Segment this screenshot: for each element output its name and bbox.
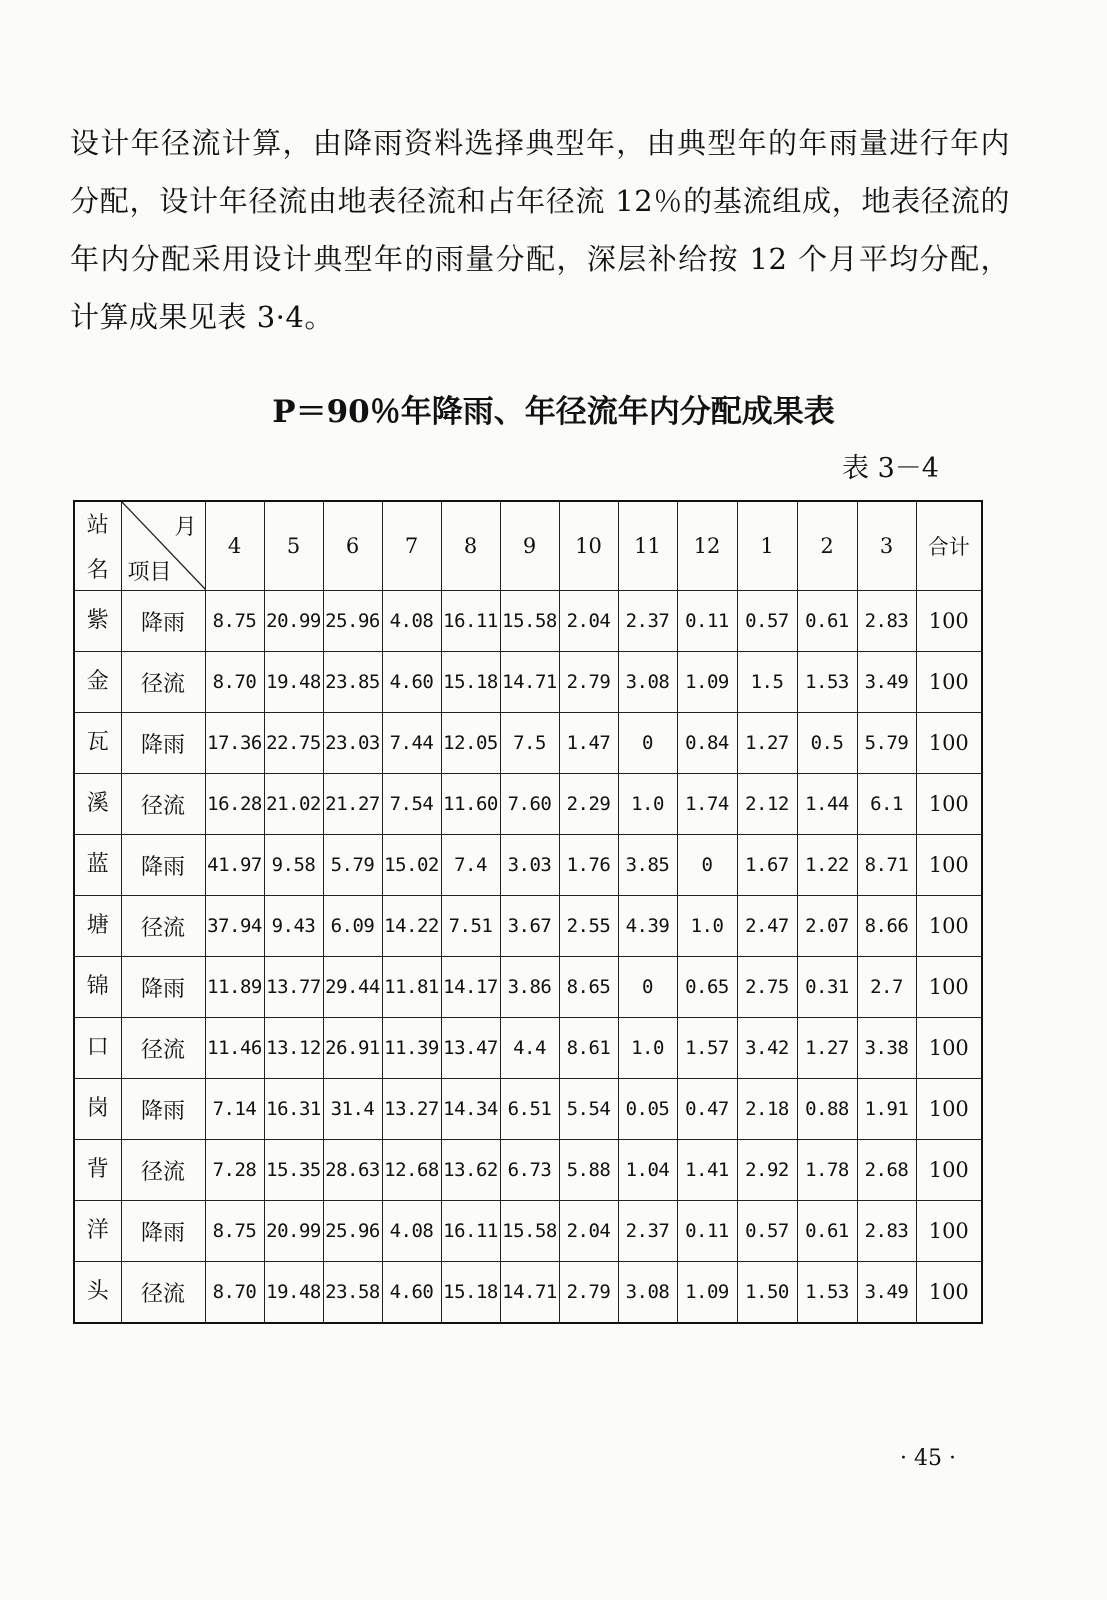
value-cell: 0 <box>618 957 677 1018</box>
total-cell: 100 <box>916 1079 982 1140</box>
month-header: 6 <box>323 501 382 591</box>
value-cell: 2.79 <box>559 1262 618 1324</box>
value-cell: 8.65 <box>559 957 618 1018</box>
value-cell: 13.62 <box>441 1140 500 1201</box>
month-header: 8 <box>441 501 500 591</box>
value-cell: 1.22 <box>797 835 857 896</box>
value-cell: 15.35 <box>264 1140 323 1201</box>
value-cell: 8.70 <box>205 1262 264 1324</box>
table-row <box>74 1140 982 1201</box>
value-cell: 2.07 <box>797 896 857 957</box>
value-cell: 13.27 <box>382 1079 441 1140</box>
value-cell: 20.99 <box>264 1201 323 1262</box>
value-cell: 3.85 <box>618 835 677 896</box>
value-cell: 4.08 <box>382 1201 441 1262</box>
value-cell: 16.11 <box>441 591 500 652</box>
value-cell: 13.12 <box>264 1018 323 1079</box>
value-cell: 2.37 <box>618 1201 677 1262</box>
value-cell: 7.60 <box>500 774 559 835</box>
value-cell: 3.03 <box>500 835 559 896</box>
value-cell: 7.4 <box>441 835 500 896</box>
value-cell: 2.92 <box>737 1140 797 1201</box>
value-cell: 3.42 <box>737 1018 797 1079</box>
value-cell: 1.27 <box>797 1018 857 1079</box>
item-cell: 径流 <box>121 896 205 957</box>
item-cell: 降雨 <box>121 1201 205 1262</box>
value-cell: 1.91 <box>857 1079 916 1140</box>
station-name-cell: 洋 <box>74 1201 121 1262</box>
value-cell: 2.55 <box>559 896 618 957</box>
value-cell: 0.5 <box>797 713 857 774</box>
value-cell: 1.0 <box>618 774 677 835</box>
value-cell: 20.99 <box>264 591 323 652</box>
item-cell: 径流 <box>121 1262 205 1324</box>
value-cell: 2.04 <box>559 1201 618 1262</box>
station-name-cell: 岗 <box>74 1079 121 1140</box>
station-header-bottom: 名 <box>86 558 109 583</box>
total-cell: 100 <box>916 1201 982 1262</box>
month-header: 2 <box>797 501 857 591</box>
total-cell: 100 <box>916 591 982 652</box>
value-cell: 6.09 <box>323 896 382 957</box>
station-header-top: 站 <box>86 513 109 538</box>
value-cell: 0.88 <box>797 1079 857 1140</box>
value-cell: 2.29 <box>559 774 618 835</box>
value-cell: 21.02 <box>264 774 323 835</box>
value-cell: 0 <box>677 835 737 896</box>
value-cell: 3.38 <box>857 1018 916 1079</box>
value-cell: 8.66 <box>857 896 916 957</box>
table-title: P＝90％年降雨、年径流年内分配成果表 <box>272 394 835 430</box>
corner-item-label: 项目 <box>127 560 172 585</box>
total-cell: 100 <box>916 774 982 835</box>
total-cell: 100 <box>916 957 982 1018</box>
station-name-cell: 蓝 <box>74 835 121 896</box>
total-cell: 100 <box>916 1262 982 1324</box>
value-cell: 1.78 <box>797 1140 857 1201</box>
value-cell: 1.5 <box>737 652 797 713</box>
total-cell: 100 <box>916 835 982 896</box>
value-cell: 14.71 <box>500 1262 559 1324</box>
value-cell: 4.60 <box>382 1262 441 1324</box>
value-cell: 1.04 <box>618 1140 677 1201</box>
value-cell: 0.61 <box>797 591 857 652</box>
value-cell: 5.79 <box>857 713 916 774</box>
total-cell: 100 <box>916 713 982 774</box>
value-cell: 2.04 <box>559 591 618 652</box>
value-cell: 2.7 <box>857 957 916 1018</box>
month-header: 12 <box>677 501 737 591</box>
value-cell: 9.43 <box>264 896 323 957</box>
value-cell: 4.4 <box>500 1018 559 1079</box>
value-cell: 7.5 <box>500 713 559 774</box>
value-cell: 0.31 <box>797 957 857 1018</box>
value-cell: 19.48 <box>264 1262 323 1324</box>
total-header: 合计 <box>916 501 982 591</box>
value-cell: 3.08 <box>618 652 677 713</box>
value-cell: 7.54 <box>382 774 441 835</box>
value-cell: 15.18 <box>441 1262 500 1324</box>
value-cell: 13.47 <box>441 1018 500 1079</box>
value-cell: 29.44 <box>323 957 382 1018</box>
value-cell: 8.70 <box>205 652 264 713</box>
value-cell: 28.63 <box>323 1140 382 1201</box>
month-header: 11 <box>618 501 677 591</box>
table-number: 表 3－4 <box>842 453 939 484</box>
item-cell: 降雨 <box>121 835 205 896</box>
value-cell: 1.76 <box>559 835 618 896</box>
value-cell: 11.89 <box>205 957 264 1018</box>
value-cell: 6.73 <box>500 1140 559 1201</box>
table-row <box>74 591 982 652</box>
value-cell: 0.05 <box>618 1079 677 1140</box>
table-row <box>74 1262 982 1324</box>
value-cell: 1.44 <box>797 774 857 835</box>
value-cell: 11.81 <box>382 957 441 1018</box>
value-cell: 16.31 <box>264 1079 323 1140</box>
value-cell: 3.49 <box>857 652 916 713</box>
item-cell: 径流 <box>121 652 205 713</box>
value-cell: 5.79 <box>323 835 382 896</box>
value-cell: 15.58 <box>500 1201 559 1262</box>
item-cell: 降雨 <box>121 957 205 1018</box>
value-cell: 11.60 <box>441 774 500 835</box>
table-row <box>74 774 982 835</box>
value-cell: 25.96 <box>323 1201 382 1262</box>
value-cell: 23.58 <box>323 1262 382 1324</box>
value-cell: 2.12 <box>737 774 797 835</box>
value-cell: 2.37 <box>618 591 677 652</box>
value-cell: 6.51 <box>500 1079 559 1140</box>
station-name-cell: 背 <box>74 1140 121 1201</box>
value-cell: 0.11 <box>677 1201 737 1262</box>
value-cell: 15.58 <box>500 591 559 652</box>
total-cell: 100 <box>916 652 982 713</box>
station-name-cell: 头 <box>74 1262 121 1324</box>
value-cell: 4.08 <box>382 591 441 652</box>
month-header: 7 <box>382 501 441 591</box>
value-cell: 3.08 <box>618 1262 677 1324</box>
month-header: 9 <box>500 501 559 591</box>
distribution-table <box>73 500 983 1324</box>
item-cell: 径流 <box>121 1140 205 1201</box>
table-row <box>74 1201 982 1262</box>
value-cell: 2.68 <box>857 1140 916 1201</box>
month-header: 4 <box>205 501 264 591</box>
value-cell: 0.57 <box>737 1201 797 1262</box>
body-paragraph: 设计年径流计算，由降雨资料选择典型年，由典型年的年雨量进行年内分配，设计年径流由地表径流和占年径流 12％的基流组成，地表径流的年内分配采用设计典型年的雨量分配，深层补给按 12 个月平均分配，计算成果见表 3·4。 <box>70 126 1010 334</box>
value-cell: 16.11 <box>441 1201 500 1262</box>
item-cell: 径流 <box>121 1018 205 1079</box>
value-cell: 1.74 <box>677 774 737 835</box>
value-cell: 6.1 <box>857 774 916 835</box>
value-cell: 14.22 <box>382 896 441 957</box>
value-cell: 0.11 <box>677 591 737 652</box>
station-name-cell: 紫 <box>74 591 121 652</box>
value-cell: 1.53 <box>797 652 857 713</box>
value-cell: 7.44 <box>382 713 441 774</box>
value-cell: 14.71 <box>500 652 559 713</box>
value-cell: 31.4 <box>323 1079 382 1140</box>
value-cell: 7.14 <box>205 1079 264 1140</box>
month-header: 5 <box>264 501 323 591</box>
table-header-row <box>74 501 982 591</box>
table-row <box>74 957 982 1018</box>
value-cell: 0.57 <box>737 591 797 652</box>
item-cell: 径流 <box>121 774 205 835</box>
value-cell: 14.17 <box>441 957 500 1018</box>
station-name-cell: 金 <box>74 652 121 713</box>
value-cell: 37.94 <box>205 896 264 957</box>
table-row <box>74 652 982 713</box>
item-cell: 降雨 <box>121 1079 205 1140</box>
value-cell: 2.47 <box>737 896 797 957</box>
table-row <box>74 1018 982 1079</box>
corner-header-cell <box>121 501 205 591</box>
value-cell: 8.75 <box>205 1201 264 1262</box>
value-cell: 2.79 <box>559 652 618 713</box>
value-cell: 4.39 <box>618 896 677 957</box>
value-cell: 3.86 <box>500 957 559 1018</box>
month-header: 1 <box>737 501 797 591</box>
total-cell: 100 <box>916 1018 982 1079</box>
station-name-cell: 塘 <box>74 896 121 957</box>
station-name-cell: 口 <box>74 1018 121 1079</box>
value-cell: 23.03 <box>323 713 382 774</box>
value-cell: 1.09 <box>677 652 737 713</box>
month-header: 3 <box>857 501 916 591</box>
table-row <box>74 835 982 896</box>
value-cell: 8.75 <box>205 591 264 652</box>
table-row <box>74 896 982 957</box>
value-cell: 3.67 <box>500 896 559 957</box>
value-cell: 5.88 <box>559 1140 618 1201</box>
value-cell: 25.96 <box>323 591 382 652</box>
value-cell: 22.75 <box>264 713 323 774</box>
value-cell: 5.54 <box>559 1079 618 1140</box>
table-row <box>74 713 982 774</box>
station-name-cell: 瓦 <box>74 713 121 774</box>
value-cell: 1.53 <box>797 1262 857 1324</box>
value-cell: 0.84 <box>677 713 737 774</box>
value-cell: 11.46 <box>205 1018 264 1079</box>
value-cell: 23.85 <box>323 652 382 713</box>
value-cell: 1.0 <box>618 1018 677 1079</box>
corner-month-label: 月 <box>174 515 197 540</box>
value-cell: 13.77 <box>264 957 323 1018</box>
value-cell: 0 <box>618 713 677 774</box>
value-cell: 8.61 <box>559 1018 618 1079</box>
value-cell: 9.58 <box>264 835 323 896</box>
value-cell: 2.75 <box>737 957 797 1018</box>
value-cell: 7.28 <box>205 1140 264 1201</box>
value-cell: 7.51 <box>441 896 500 957</box>
value-cell: 1.41 <box>677 1140 737 1201</box>
station-name-cell: 锦 <box>74 957 121 1018</box>
value-cell: 1.09 <box>677 1262 737 1324</box>
value-cell: 2.83 <box>857 591 916 652</box>
value-cell: 1.0 <box>677 896 737 957</box>
table-row <box>74 1079 982 1140</box>
value-cell: 4.60 <box>382 652 441 713</box>
value-cell: 1.27 <box>737 713 797 774</box>
value-cell: 19.48 <box>264 652 323 713</box>
page-number: · 45 · <box>900 1446 956 1471</box>
value-cell: 1.50 <box>737 1262 797 1324</box>
value-cell: 0.47 <box>677 1079 737 1140</box>
station-name-header <box>74 501 121 591</box>
value-cell: 11.39 <box>382 1018 441 1079</box>
value-cell: 2.83 <box>857 1201 916 1262</box>
value-cell: 1.57 <box>677 1018 737 1079</box>
value-cell: 17.36 <box>205 713 264 774</box>
month-header: 10 <box>559 501 618 591</box>
total-cell: 100 <box>916 896 982 957</box>
value-cell: 0.65 <box>677 957 737 1018</box>
total-cell: 100 <box>916 1140 982 1201</box>
value-cell: 15.02 <box>382 835 441 896</box>
station-name-cell: 溪 <box>74 774 121 835</box>
value-cell: 1.47 <box>559 713 618 774</box>
value-cell: 12.68 <box>382 1140 441 1201</box>
value-cell: 1.67 <box>737 835 797 896</box>
value-cell: 14.34 <box>441 1079 500 1140</box>
value-cell: 16.28 <box>205 774 264 835</box>
value-cell: 8.71 <box>857 835 916 896</box>
value-cell: 15.18 <box>441 652 500 713</box>
value-cell: 3.49 <box>857 1262 916 1324</box>
value-cell: 21.27 <box>323 774 382 835</box>
item-cell: 降雨 <box>121 713 205 774</box>
value-cell: 41.97 <box>205 835 264 896</box>
value-cell: 0.61 <box>797 1201 857 1262</box>
value-cell: 26.91 <box>323 1018 382 1079</box>
item-cell: 降雨 <box>121 591 205 652</box>
value-cell: 2.18 <box>737 1079 797 1140</box>
value-cell: 12.05 <box>441 713 500 774</box>
